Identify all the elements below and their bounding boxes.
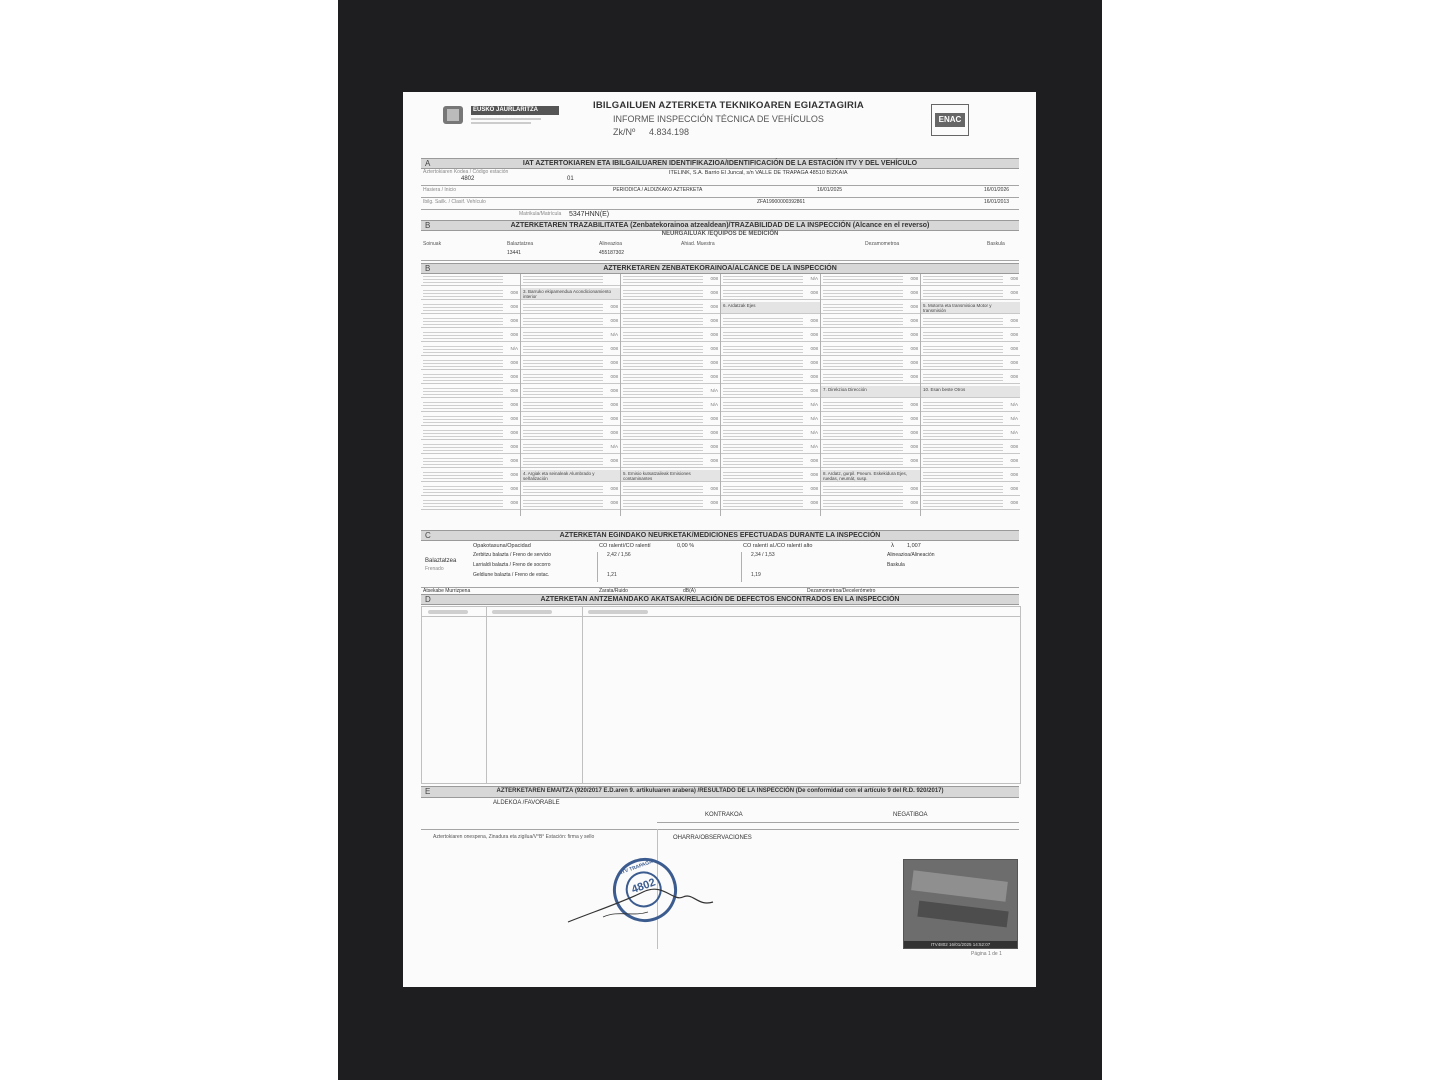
station-stamp: ITV TRAPAGA 4802 <box>604 849 686 931</box>
station-row: Aztertokiaren Kodea / Código estación 4802 01 ITELINK, S.A. Barrio El Juncal, s/n VALLE DE TRAPAGA 48510 BIZKAIA <box>421 169 1019 186</box>
scope-column: 008 008 008 008 N/A 008 008 008 008 008 008 008 008 008 008 008 <box>421 274 521 516</box>
section-letter: A <box>425 159 431 168</box>
outer-background <box>0 0 338 1080</box>
vin: ZFA19900000392861 <box>757 199 806 205</box>
report-title: IBILGAILUEN AZTERKETA TEKNIKOAREN EGIAZTAGIRIA <box>593 100 864 111</box>
station-code-2: 01 <box>567 176 574 182</box>
station-address: ITELINK, S.A. Barrio El Juncal, s/n VALLE DE TRAPAGA 48510 BIZKAIA <box>669 170 848 176</box>
section-a-band <box>421 158 1019 169</box>
scope-column: 3. Barruko ekipamendua Acondicionamiento interior 008 008 N/A 008 008 008 008 008 008 008 N/A 008 4. Argiak eta seinaleak Alumbrado y señalización 008 008 <box>521 274 621 516</box>
inspection-report-document <box>403 92 1036 987</box>
result-contrary: KONTRAKOA <box>705 812 743 818</box>
scope-column: N/A 008 6. Ardatzak Ejes 008 008 008 008 008 008 N/A N/A N/A N/A 008 008 008 008 <box>721 274 821 516</box>
section-b-scope-band: B AZTERKETAREN ZENBATEKORAINOA/ALCANCE DE LA INSPECCIÓN <box>421 263 1019 274</box>
section-d-band: D AZTERKETAN ANTZEMANDAKO AKATSAK/RELACIÓN DE DEFECTOS ENCONTRADOS EN LA INSPECCIÓN <box>421 594 1019 605</box>
scope-column: 008 008 008 008 008 008 008 008 N/A N/A 008 008 008 008 5. Emisio kutsatzaileak Emisiones contaminantes 008 008 <box>621 274 721 516</box>
inspection-scope-grid <box>421 274 1019 516</box>
enac-logo: ENAC <box>931 104 969 136</box>
noise-row: Atsekabe Murrizpena Zarata/Ruido dB(A) Dezamometroa/Decelerómetro <box>421 588 1019 599</box>
station-code: 4802 <box>461 176 475 182</box>
remarks-label: OHARRA/OBSERVACIONES <box>673 835 752 841</box>
scope-column: 008 008 5. Motorra eta transmisioa Motor y transmisión 008 008 008 008 008 10. Esan beste Otros N/A N/A N/A 008 008 008 008 008 <box>921 274 1019 516</box>
defects-box <box>421 606 1021 784</box>
report-subtitle: INFORME INSPECCIÓN TÉCNICA DE VEHÍCULOS <box>613 114 824 124</box>
equipment-title: NEURGAILUAK /EQUIPOS DE MEDICIÓN <box>661 231 779 237</box>
scope-column: 008 008 008 008 008 008 008 008 7. Direkzioa Dirección 008 008 008 008 008 8. Ardatz, gurpil. Pneum. Eskekidura Ejes, ruedas, neumát, susp. 008 008 <box>821 274 921 516</box>
report-number-label: Zk/Nº <box>613 127 636 137</box>
date-registration: 16/01/2013 <box>984 199 1010 205</box>
shield-icon <box>441 104 465 126</box>
gov-logo-text: EUSKO JAURLARITZA <box>471 106 559 115</box>
report-number: 4.834.198 <box>649 127 690 137</box>
plate-label: Matrikula/Matrícula <box>519 211 562 217</box>
section-title: IAT AZTERTOKIAREN ETA IBILGAILUAREN IDENTIFIKAZIOA/IDENTIFICACIÓN DE LA ESTACIÓN ITV Y DEL VEHÍCULO <box>522 159 918 167</box>
vehicle-row: Ibilg. Sailk. / Clasif. Vehículo ZFA19900000392861 16/01/2013 <box>421 198 1019 210</box>
result-favorable: ALDEKOA /FAVORABLE <box>493 800 560 806</box>
result-negative: NEGATIBOA <box>893 812 928 818</box>
section-e-band: E AZTERKETAREN EMAITZA (920/2017 E.D.aren 9. artikuluaren arabera) /RESULTADO DE LA INSPECCIÓN (De conformidad con el artículo 9 del R.D. 920/2017) <box>421 786 1019 798</box>
section-b-trace-band: B AZTERKETAREN TRAZABILITATEA (Zenbatekorainoa atzealdean)/TRAZABILIDAD DE LA INSPECCIÓN (Alcance en el reverso) <box>421 220 1019 231</box>
date-next: 16/01/2026 <box>984 187 1010 193</box>
date-inspection: 16/01/2025 <box>817 187 843 193</box>
measurements-block: Opakotasuna/Opacidad CO ralentí/CO ralentí 0,00 % CO ralentí al./CO ralentí alto λ 1,007 Balaztatzea Frenado Zerbitzu balazta / Freno de servicio 2,42 / 1,56 2,34 / 1,53 Larrialdi balazta / Freno de socorro Geldiune balazta / Freno de estac. 1,21 1,19 Alineazioa/Alineación Baskula <box>421 542 1019 588</box>
inspection-type: PERIODICA / ALDIZKAKO AZTERKETA <box>613 187 703 193</box>
plate: 5347HNN(E) <box>569 211 610 218</box>
signature-label: Aztertokiaren onespena, Zinadura eta zigilua/V°B° Estación: firma y sello <box>433 834 595 840</box>
inspection-row: Hasiera / Inicio PERIODICA / ALDIZKAKO AZTERKETA 16/01/2025 16/01/2026 <box>421 186 1019 198</box>
section-c-band: C AZTERKETAN EGINDAKO NEURKETAK/MEDICIONES EFECTUADAS DURANTE LA INSPECCIÓN <box>421 530 1019 541</box>
equipment-row: Soinuak Balaztatzea Alineazioa Ahiad. Muestra Dezamometroa Baskula 13441 455187302 <box>421 240 1019 261</box>
gov-logo <box>441 104 561 126</box>
vehicle-photo: ITV4802 16/01/2025 14:52:07 <box>903 859 1018 949</box>
page-number: Página 1 de 1 <box>971 951 1002 957</box>
signature <box>563 862 723 932</box>
